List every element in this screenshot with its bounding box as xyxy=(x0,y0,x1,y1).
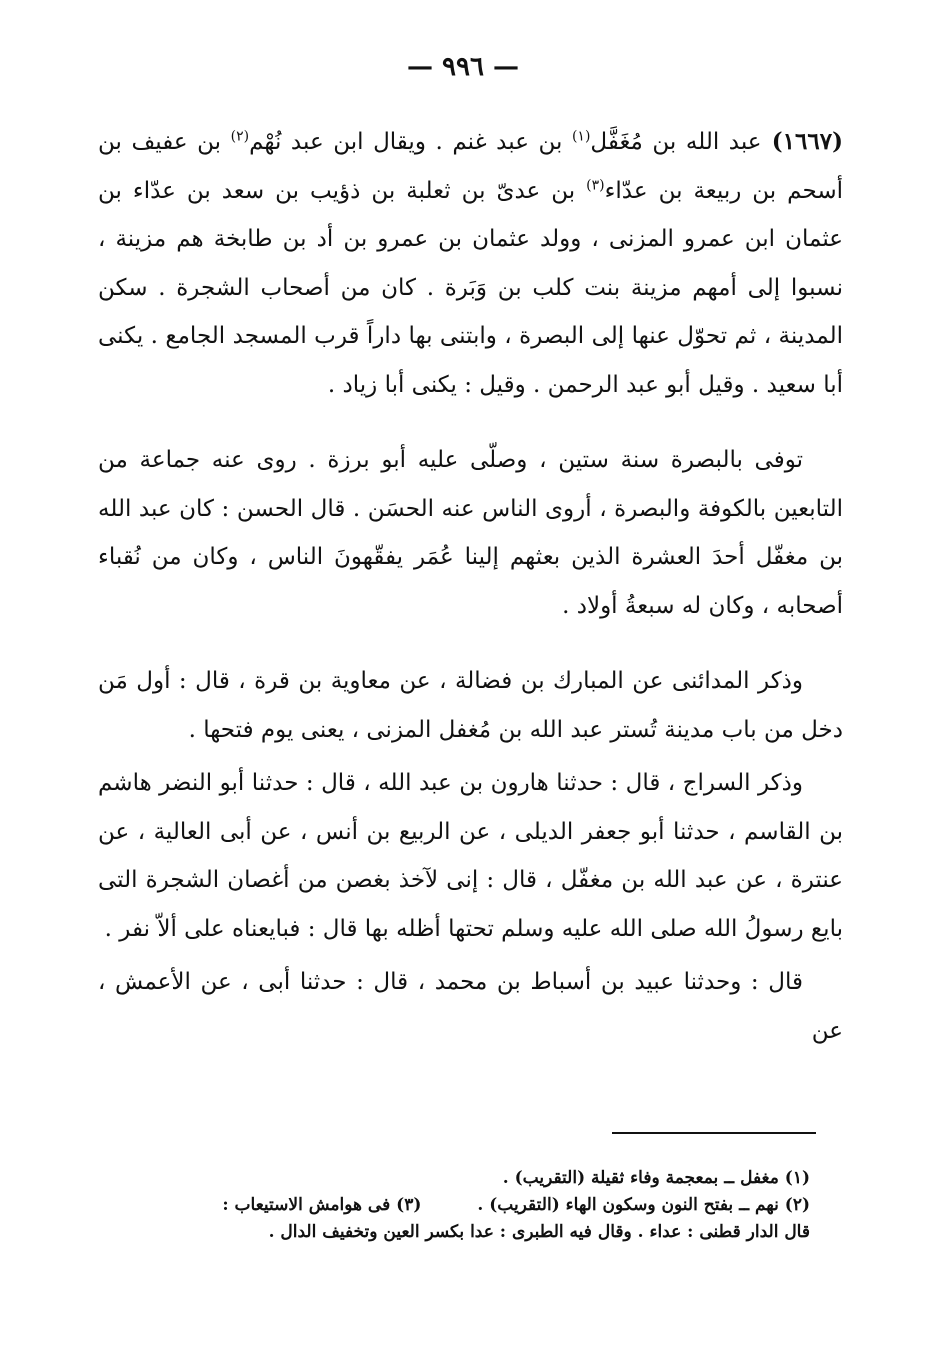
text-segment: عبد الله بن مُغَفَّل xyxy=(590,129,762,155)
main-text xyxy=(98,118,843,1055)
text-segment: بن عفيف بن أسحم بن ربيعة بن عدّاء xyxy=(98,129,843,204)
footnote-marker: (١) xyxy=(571,128,591,145)
footnote-3-body: قال الدار قطنى : عداء . وقال فيه الطبرى : عدا بكسر العين وتخفيف الدال . xyxy=(268,1222,810,1242)
ubaid-report-paragraph xyxy=(98,958,843,1055)
footnote-marker: (٣) xyxy=(586,176,605,193)
footnote-1: (١) مغفل ــ بمعجمة وفاء ثقيلة (التقريب) . xyxy=(502,1168,810,1188)
footnote-marker: (٢) xyxy=(230,128,250,145)
death-and-narrators-paragraph xyxy=(98,436,843,630)
footnote-3-heading: (٣) فى هوامش الاستيعاب : xyxy=(222,1195,422,1215)
page-number: — ٩٩٦ — xyxy=(406,52,520,82)
text-segment: بن عبد غنم . ويقال ابن عبد نُهْم xyxy=(249,129,572,155)
footnote-2: (٢) نهم ــ بفتح النون وسكون الهاء (التقريب) . xyxy=(477,1195,810,1215)
sarraj-report-paragraph xyxy=(98,759,843,953)
entry-number: (١٦٦٧) xyxy=(761,128,843,155)
text-segment: توفى بالبصرة سنة ستين ، وصلّى عليه أبو برزة . روى عنه جماعة من التابعين بالكوفة والبصرة ، أروى الناس عنه الحسَن . قال الحسن : كان عبد الله بن مغفّل أحدَ العشرة الذين بعثهم إلينا عُمَر يفقّهونَ الناس ، وكان من نُقباء أصحابه ، وكان له سبعةُ أولاد . xyxy=(98,447,843,619)
text-segment: قال : وحدثنا عبيد بن أسباط بن محمد ، قال : حدثنا أبى ، عن الأعمش ، عن xyxy=(98,969,843,1044)
footnotes xyxy=(150,1165,810,1246)
madaini-report-paragraph xyxy=(98,657,843,754)
text-segment: وذكر السراج ، قال : حدثنا هارون بن عبد الله ، قال : حدثنا أبو النضر هاشم بن القاسم ، حدثنا أبو جعفر الديلى ، عن الربيع بن أنس ، عن أبى العالية ، عن عنترة ، عن عبد الله بن مغفّل ، قال : إنى لآخذ بغصن من أغصان الشجرة التى بايع رسولُ الله صلى الله عليه وسلم تحتها أظله بها قال : فبايعناه على ألاّ نفر . xyxy=(98,770,843,942)
biography-entry-paragraph xyxy=(98,118,843,409)
text-segment: بن عدىّ بن ثعلبة بن ذؤيب بن سعد بن عدّاء بن عثمان ابن عمرو المزنى ، وولد عثمان بن عمرو بن أد بن طابخة هم مزينة ، نسبوا إلى أمهم مزينة بنت كلب بن وَبَرة . كان من أصحاب الشجرة . سكن المدينة ، ثم تحوّل عنها إلى البصرة ، وابتنى بها داراً قرب المسجد الجامع . يكنى أبا سعيد . وقيل أبو عبد الرحمن . وقيل : يكنى أبا زياد . xyxy=(98,177,843,398)
footnote-2-row xyxy=(150,1192,810,1219)
footnote-separator xyxy=(612,1132,816,1134)
text-segment: وذكر المدائنى عن المبارك بن فضالة ، عن معاوية بن قرة ، قال : أول مَن دخل من باب مدينة تُستر عبد الله بن مُغفل المزنى ، يعنى يوم فتحها . xyxy=(98,668,843,743)
